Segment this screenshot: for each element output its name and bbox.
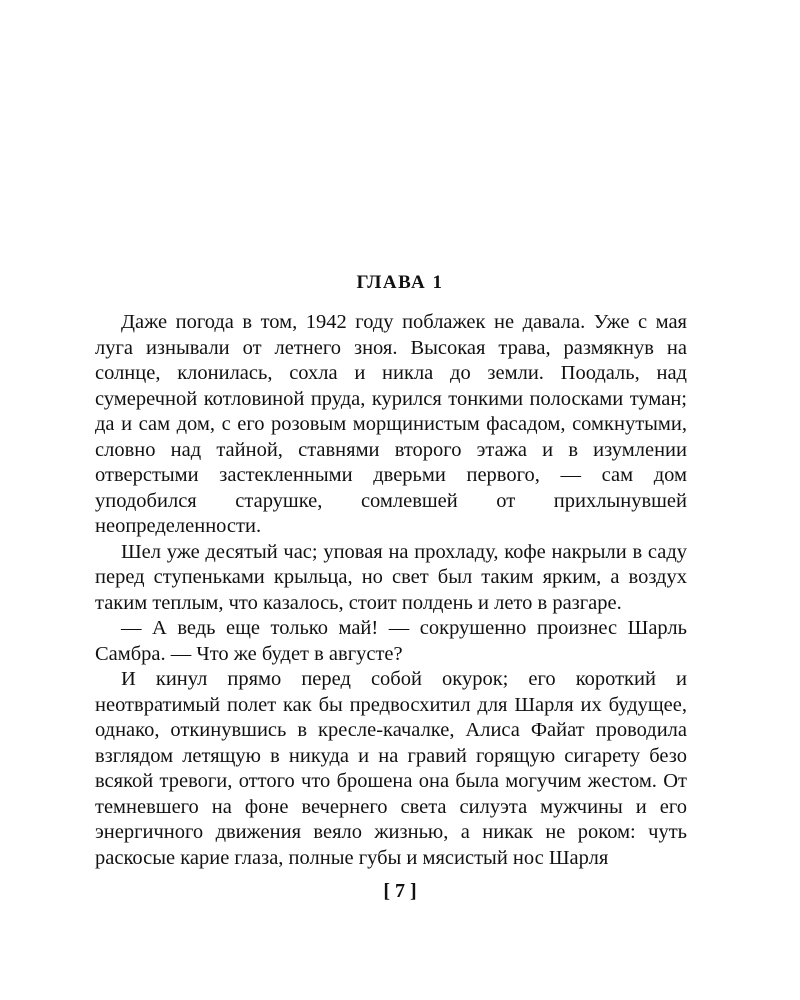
dialogue-paragraph: — А ведь еще только май! — сокрушенно произнес Шарль Самбра. — Что же будет в августе?	[95, 617, 687, 665]
paragraph: Шел уже десятый час; уповая на прохладу, кофе накрыли в саду перед ступеньками крыльца, но свет был таким ярким, а воздух таким теплым, что казалось, стоит полдень и лето в разгаре.	[95, 540, 687, 614]
paragraph: И кинул прямо перед собой окурок; его короткий и неотвратимый полет как бы предвосхитил для Шарля их будущее, однако, откинувшись в кресле-качалке, Алиса Файат проводила взглядом летящую в никуда и на гравий горящую сигарету безо всякой тревоги, оттого что брошена она была могучим жестом. От темневшего на фоне вечернего света силуэта мужчины и его энергичного движения веяло жизнью, а никак не роком: чуть раскосые карие глаза, полные губы и мясистый нос Шарля	[95, 668, 687, 869]
page-number: [ 7 ]	[383, 880, 417, 902]
chapter-body	[95, 310, 687, 871]
paragraph: Даже погода в том, 1942 году поблажек не давала. Уже с мая луга изнывали от летнего зноя. Высокая трава, размякнув на солнце, клонилась, сохла и никла до земли. Поодаль, над сумеречной котловиной пруда, курился тонкими полосками туман; да и сам дом, с его розовым морщинистым фасадом, сомкнутыми, словно над тайной, ставнями второго этажа и в изумлении отверстыми застекленными дверьми первого, — сам дом уподобился старушке, сомлевшей от прихлынувшей неопределенности.	[95, 311, 687, 537]
chapter-title: ГЛАВА 1	[356, 272, 444, 293]
